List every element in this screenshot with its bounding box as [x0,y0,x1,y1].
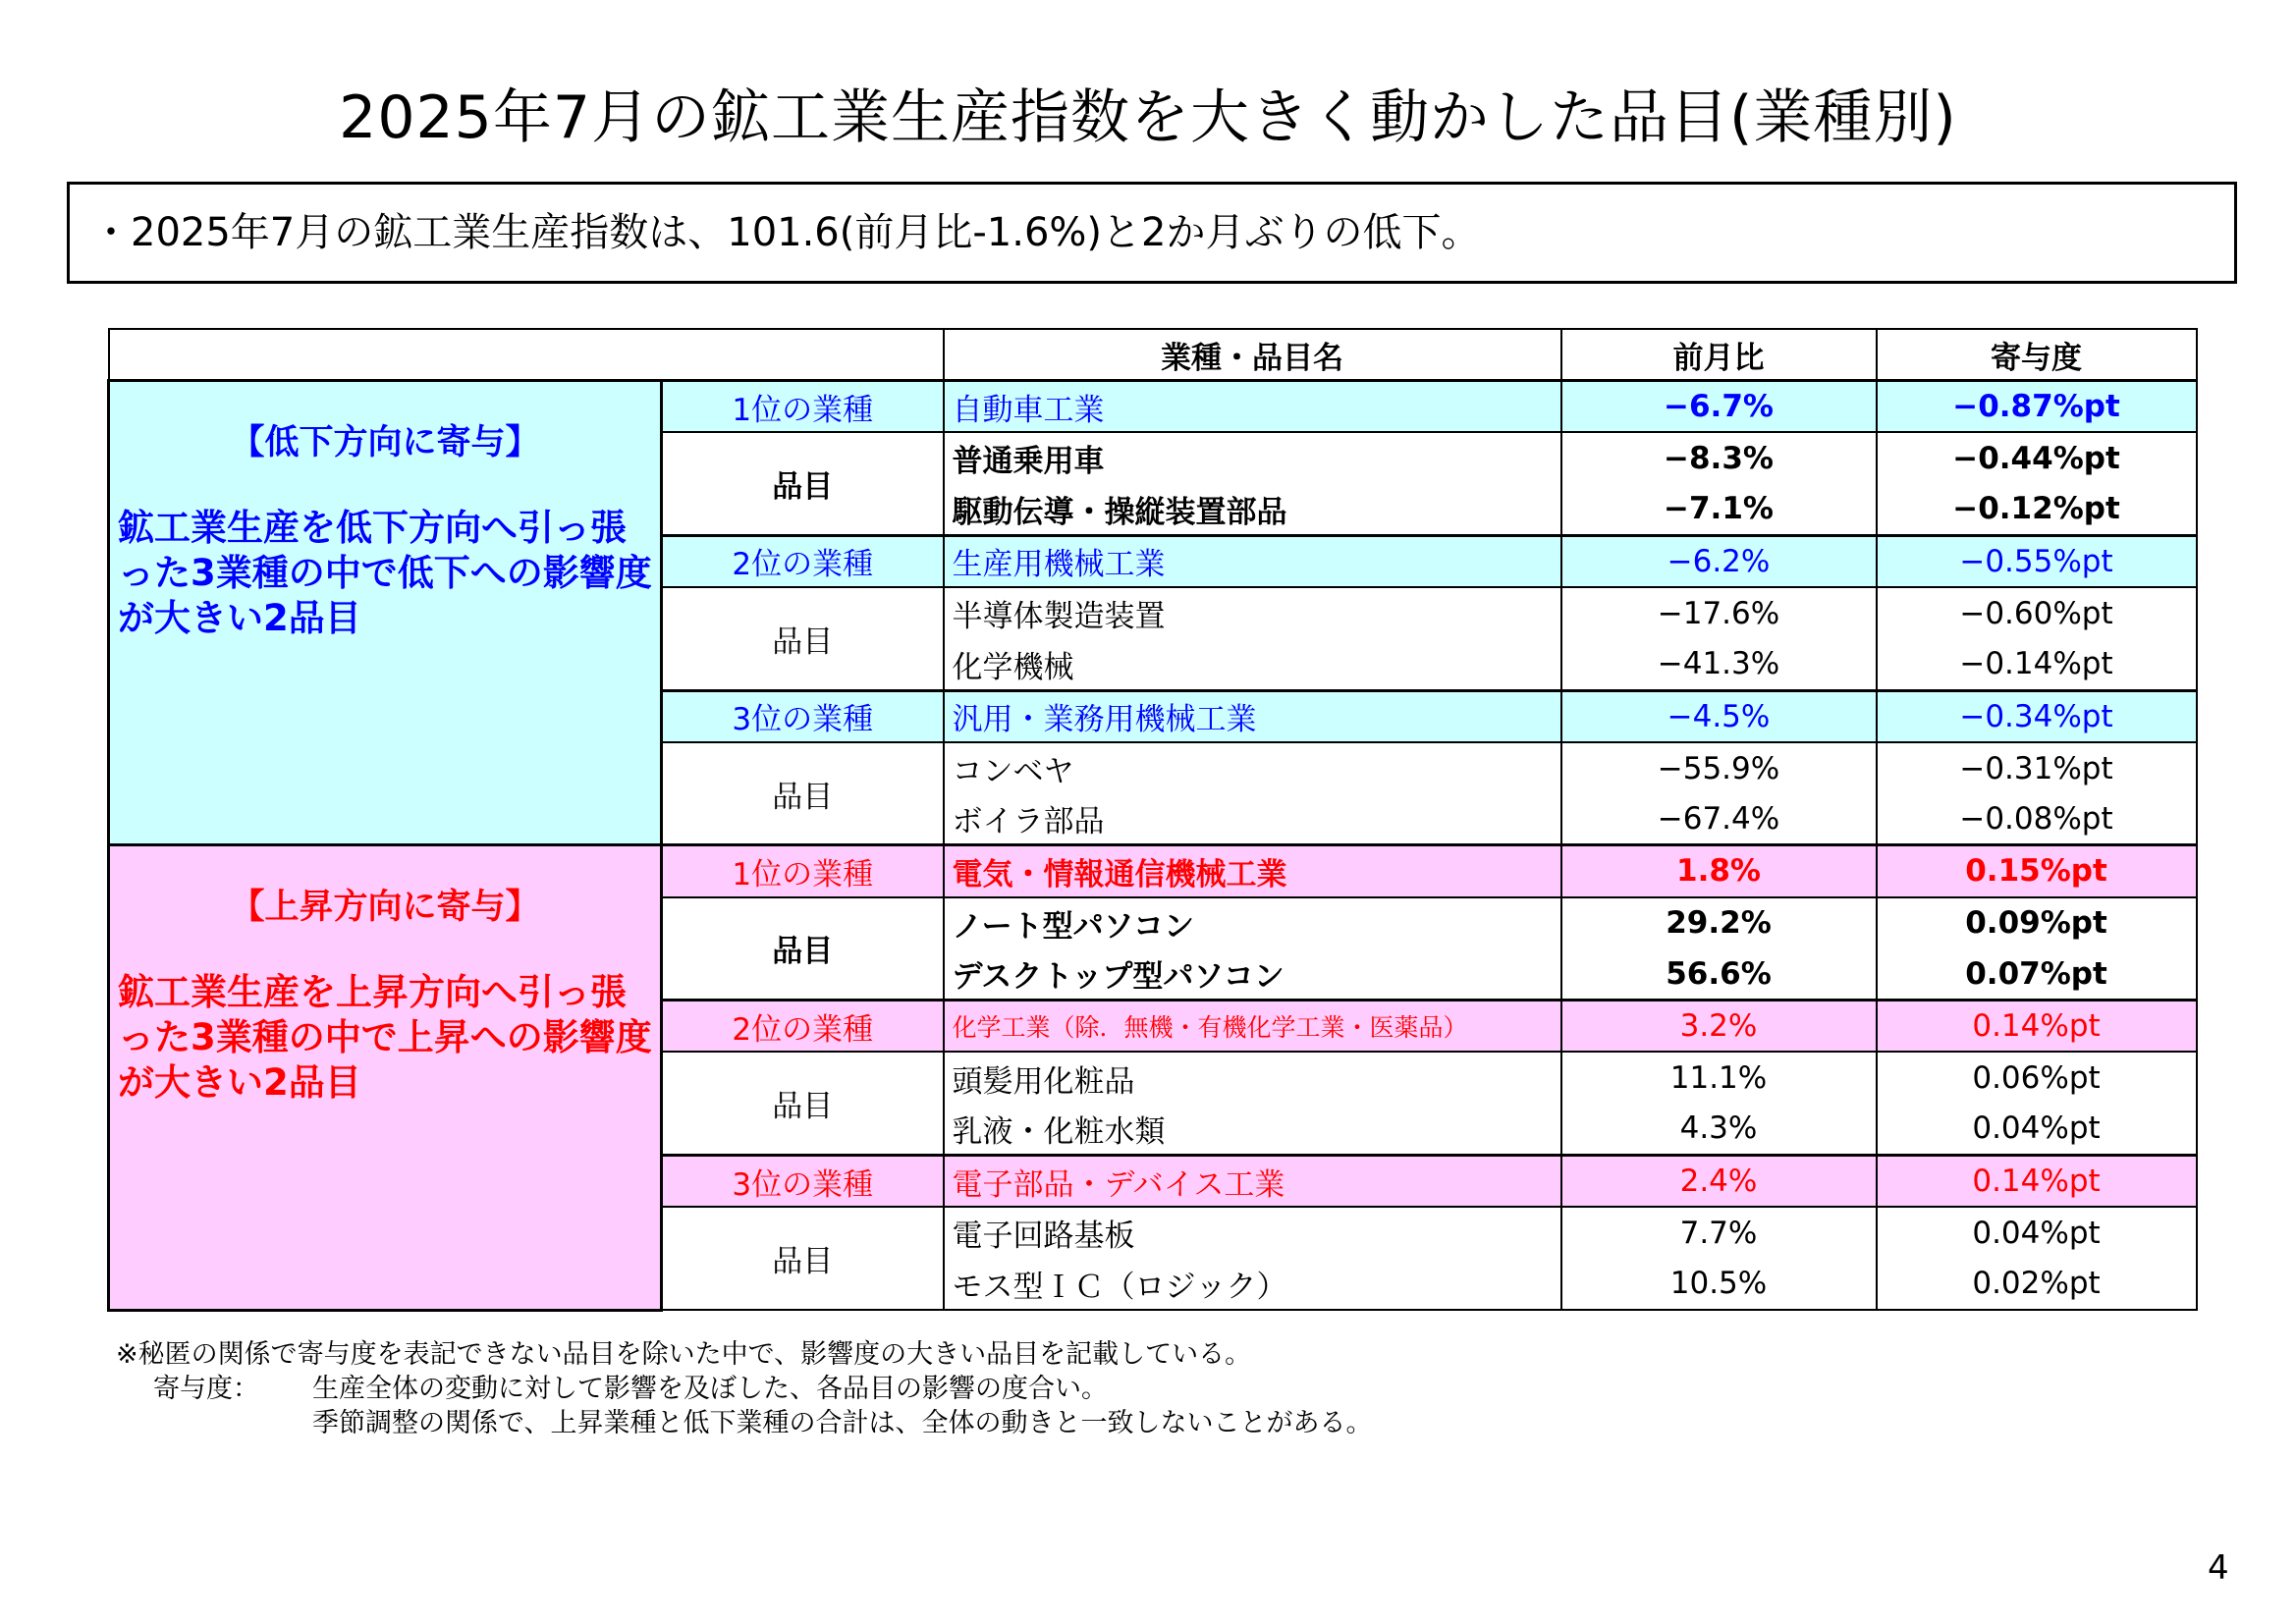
item-mom: 56.6% [1561,948,1877,1001]
footnote-definition: 生産全体の変動に対して影響を及ぼした、各品目の影響の度合い。 [312,1374,1108,1404]
up-description: 鉱工業生産を上昇方向へ引っ張った3業種の中で上昇への影響度が大きい2品目 [118,971,652,1105]
down-lead-cell [109,381,662,845]
footnote-line-2 [116,1372,1372,1406]
table-header-row [109,329,2197,381]
item-contrib: −0.14%pt [1877,639,2197,691]
item-name: モス型ＩＣ（ロジック） [944,1259,1561,1311]
item-label: 品目 [662,1052,944,1155]
page-number: 4 [2208,1548,2229,1588]
item-contrib: −0.08%pt [1877,793,2197,845]
item-name: 駆動伝導・操縦装置部品 [944,484,1561,536]
industry-mom: −6.7% [1561,381,1877,433]
item-contrib: 0.04%pt [1877,1104,2197,1156]
item-contrib: 0.04%pt [1877,1207,2197,1259]
header-name: 業種・品目名 [944,329,1561,381]
item-label: 品目 [662,897,944,1001]
industry-name: 汎用・業務用機械工業 [944,690,1561,742]
summary-box: ・2025年7月の鉱工業生産指数は、101.6(前月比-1.6%)と2か月ぶりの低下。 [67,182,2237,284]
item-label: 品目 [662,432,944,535]
item-name: コンベヤ [944,742,1561,794]
industry-name: 自動車工業 [944,381,1561,433]
footnotes [116,1337,1372,1440]
footnote-label: 寄与度： [153,1374,259,1404]
item-mom: −17.6% [1561,587,1877,639]
industry-name: 生産用機械工業 [944,535,1561,587]
item-contrib: 0.06%pt [1877,1052,2197,1104]
industry-rank: 1位の業種 [662,845,944,897]
item-contrib: 0.07%pt [1877,948,2197,1001]
item-label: 品目 [662,742,944,845]
industry-name: 化学工業（除．無機・有機化学工業・医薬品） [944,1001,1561,1053]
footnote-line-3 [116,1406,1372,1440]
item-mom: −7.1% [1561,484,1877,536]
page-title: 2025年7月の鉱工業生産指数を大きく動かした品目(業種別) [339,83,1957,152]
industry-contrib: 0.14%pt [1877,1001,2197,1053]
industry-rank: 3位の業種 [662,1156,944,1208]
industry-rank: 1位の業種 [662,381,944,433]
header-contrib: 寄与度 [1877,329,2197,381]
industry-name: 電気・情報通信機械工業 [944,845,1561,897]
industry-contrib: −0.87%pt [1877,381,2197,433]
item-mom: 11.1% [1561,1052,1877,1104]
item-name: デスクトップ型パソコン [944,948,1561,1001]
item-mom: −8.3% [1561,432,1877,484]
industry-rank: 2位の業種 [662,535,944,587]
down-title: 【低下方向に寄与】 [230,423,540,463]
down-description: 鉱工業生産を低下方向へ引っ張った3業種の中で低下への影響度が大きい2品目 [118,507,652,640]
item-name: 半導体製造装置 [944,587,1561,639]
item-mom: −67.4% [1561,793,1877,845]
item-name: 普通乗用車 [944,432,1561,484]
item-label: 品目 [662,1207,944,1310]
industry-rank: 2位の業種 [662,1001,944,1053]
industry-mom: −4.5% [1561,690,1877,742]
industry-contrib: −0.34%pt [1877,690,2197,742]
item-mom: 29.2% [1561,897,1877,949]
industry-rank: 3位の業種 [662,690,944,742]
item-contrib: 0.02%pt [1877,1259,2197,1311]
industry-mom: 1.8% [1561,845,1877,897]
item-contrib: −0.12%pt [1877,484,2197,536]
table-row [109,381,2197,433]
item-mom: 7.7% [1561,1207,1877,1259]
item-mom: 10.5% [1561,1259,1877,1311]
header-blank [109,329,944,381]
item-name: ノート型パソコン [944,897,1561,949]
item-mom: −41.3% [1561,639,1877,691]
industry-contrib: −0.55%pt [1877,535,2197,587]
table-row [109,845,2197,897]
industry-name: 電子部品・デバイス工業 [944,1156,1561,1208]
item-name: 頭髪用化粧品 [944,1052,1561,1104]
item-contrib: −0.60%pt [1877,587,2197,639]
item-mom: 4.3% [1561,1104,1877,1156]
item-name: 化学機械 [944,639,1561,691]
up-title: 【上昇方向に寄与】 [230,888,540,928]
item-name: 電子回路基板 [944,1207,1561,1259]
item-mom: −55.9% [1561,742,1877,794]
header-mom: 前月比 [1561,329,1877,381]
industry-mom: 3.2% [1561,1001,1877,1053]
item-contrib: −0.31%pt [1877,742,2197,794]
industry-mom: −6.2% [1561,535,1877,587]
item-name: 乳液・化粧水類 [944,1104,1561,1156]
footnote-caveat: 季節調整の関係で、上昇業種と低下業種の合計は、全体の動きと一致しないことがある。 [312,1408,1373,1438]
industry-mom: 2.4% [1561,1156,1877,1208]
industry-contrib: 0.14%pt [1877,1156,2197,1208]
item-contrib: 0.09%pt [1877,897,2197,949]
item-contrib: −0.44%pt [1877,432,2197,484]
industry-contrib: 0.15%pt [1877,845,2197,897]
up-lead-cell [109,845,662,1310]
contribution-table [107,328,2198,1312]
item-name: ボイラ部品 [944,793,1561,845]
item-label: 品目 [662,587,944,690]
footnote-line-1: ※秘匿の関係で寄与度を表記できない品目を除いた中で、影響度の大きい品目を記載している。 [116,1339,1252,1370]
